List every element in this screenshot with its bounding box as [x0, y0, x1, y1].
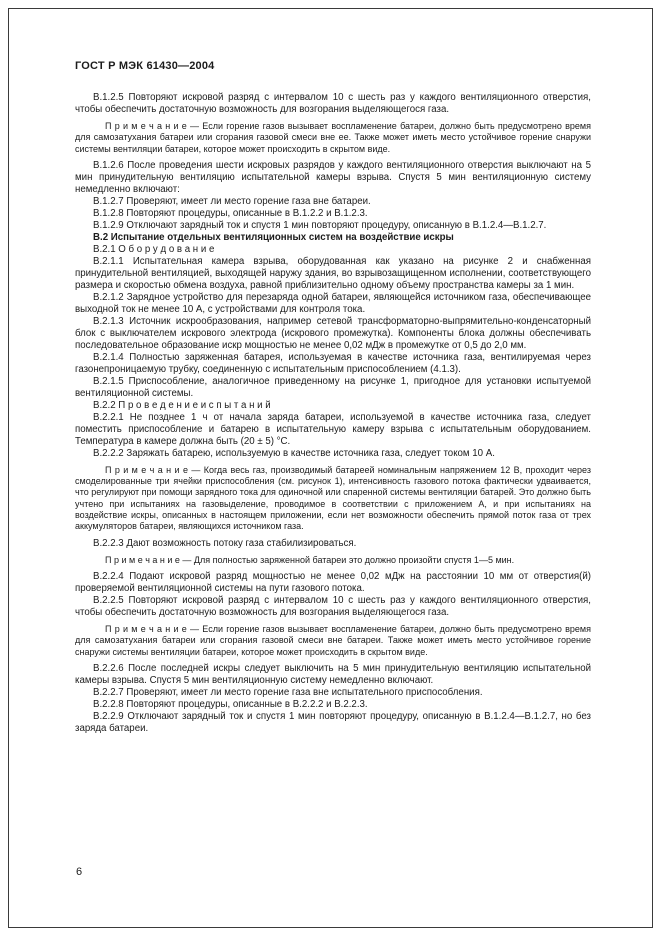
paragraph: В.2.1.2 Зарядное устройство для перезаряда одной батареи, являющейся источником газа, обеспечивающее выходной ток не менее 10 А, с устройствами для контроля тока. [75, 291, 591, 315]
paragraph: В.1.2.6 После проведения шести искровых разрядов у каждого вентиляционного отверстия выключают на 5 мин принудительную вентиляцию испытательной камеры взрыва. Спустя 5 мин вентиляционную систему немедленно включают: [75, 159, 591, 195]
paragraph: В.1.2.9 Отключают зарядный ток и спустя 1 мин повторяют процедуру, описанную в В.1.2.4—В.1.2.7. [93, 219, 547, 231]
paragraph: В.2.1.4 Полностью заряженная батарея, используемая в качестве источника газа, вентилируемая через газонепроницаемую трубку, соединенную с испытательным приспособлением (4.1.3). [75, 351, 591, 375]
paragraph: В.2.1.1 Испытательная камера взрыва, оборудованная как указано на рисунке 2 и снабженная принудительной вентиляцией, выходящей наружу здания, во взрывозащищенном исполнении, соответствующего размера и скоростью обмена воздуха, равной приблизительно одному объему пространства камеры за 1 мин. [75, 255, 591, 291]
note: П р и м е ч а н и е — Когда весь газ, производимый батареей номинальным напряжением 12 В, проходит через смоделированные три ячейки приспособления (см. рисунок 1), интенсивность газового потока фактически удваивается, что регулируют при помощи зарядного тока для одиночной или спаренной системы вентиляции батарей. Это должно быть учтено при испытаниях на газовыделение, проводимое в соответствии с приложением А, и при испытаниях на воздействие искры, описанных в настоящем приложении, если нет возможности обеспечить прямой поток газа от трех аккумуляторов батареи, являющихся источником газа. [75, 464, 591, 532]
paragraph: В.1.2.5 Повторяют искровой разряд с интервалом 10 с шесть раз у каждого вентиляционного отверстия, чтобы обеспечить достаточную возможность для возгорания выделяющегося газа. [75, 92, 591, 115]
note: П р и м е ч а н и е — Если горение газов вызывает воспламенение батареи, должно быть предусмотрено время для самозатухания батареи или сгорания газовой смеси вне батареи. Также может иметь место устойчивое горение снаружи системы вентиляции батареи, которое может происходить в скрытом виде. [75, 623, 591, 657]
paragraph: В.1.2.7 Проверяют, имеет ли место горение газа вне батареи. [93, 195, 371, 207]
paragraph: В.2.2.8 Повторяют процедуры, описанные в В.2.2.2 и В.2.2.3. [93, 698, 368, 710]
paragraph: В.2.2.9 Отключают зарядный ток и спустя 1 мин повторяют процедуру, описанную в В.1.2.4—В.1.2.7, но без заряда батареи. [75, 710, 591, 734]
paragraph: В.2.2.4 Подают искровой разряд мощностью не менее 0,02 мДж на расстоянии 10 мм от отверстия(й) проверяемой вентиляционной системы на пути газового потока. [75, 570, 591, 594]
document-title: ГОСТ Р МЭК 61430—2004 [75, 60, 215, 72]
note: П р и м е ч а н и е — Для полностью заряженной батареи это должно произойти спустя 1—5 мин. [105, 554, 515, 565]
subsection-heading: В.2.2 П р о в е д е н и е и с п ы т а н и й [93, 399, 271, 411]
paragraph: В.2.2.6 После последней искры следует выключить на 5 мин принудительную вентиляцию испытательной камеры взрыва. Спустя 5 мин вентиляционную систему немедленно включают. [75, 662, 591, 686]
note: П р и м е ч а н и е — Если горение газов вызывает воспламенение батареи, должно быть предусмотрено время для самозатухания батареи или сгорания газовой смеси вне ее. Также может иметь место устойчивое горение снаружи системы вентиляции батареи, которое может происходить в скрытом виде. [75, 121, 591, 154]
paragraph: В.2.2.3 Дают возможность потоку газа стабилизироваться. [93, 537, 357, 549]
subsection-heading: В.2.1 О б о р у д о в а н и е [93, 243, 215, 255]
page-number: 6 [76, 866, 83, 878]
paragraph: В.2.2.2 Заряжать батарею, используемую в качестве источника газа, следует током 10 А. [93, 447, 495, 459]
section-heading: В.2 Испытание отдельных вентиляционных систем на воздействие искры [93, 231, 454, 243]
paragraph: В.2.2.5 Повторяют искровой разряд с интервалом 10 с шесть раз у каждого вентиляционного отверстия, чтобы обеспечить достаточную возможность для возгорания выделяющегося газа. [75, 594, 591, 618]
paragraph: В.2.2.7 Проверяют, имеет ли место горение газа вне испытательного приспособления. [93, 686, 483, 698]
paragraph: В.1.2.8 Повторяют процедуры, описанные в В.1.2.2 и В.1.2.3. [93, 207, 368, 219]
paragraph: В.2.2.1 Не позднее 1 ч от начала заряда батареи, используемой в качестве источника газа, следует поместить приспособление и батарею в испытательную камеру взрыва с испытательным оборудованием. Температура в камере должна быть (20 ± 5) °С. [75, 411, 591, 447]
paragraph: В.2.1.5 Приспособление, аналогичное приведенному на рисунке 1, пригодное для установки испытуемой вентиляционной системы. [75, 375, 591, 399]
paragraph: В.2.1.3 Источник искрообразования, например сетевой трансформаторно-выпрямительно-конденсаторный блок с выключателем искрового электрода (искрового промежутка). Компоненты блока должны обеспечивать последовательное образование искр мощностью не менее 0,02 мДж в промежутке от 0,5 до 2,0 мм. [75, 315, 591, 351]
document-body [75, 92, 591, 735]
